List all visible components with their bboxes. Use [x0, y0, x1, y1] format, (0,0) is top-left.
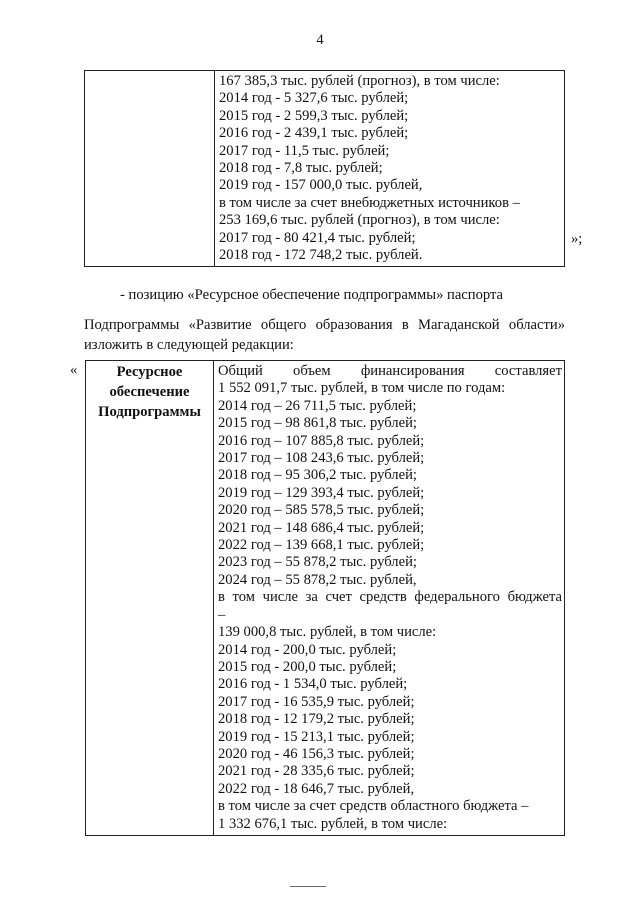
- funding-line: 2017 год - 11,5 тыс. рублей;: [219, 142, 390, 159]
- resource-provision-table: [85, 360, 565, 836]
- funding-line: 167 385,3 тыс. рублей (прогноз), в том числе:: [219, 73, 500, 89]
- funding-line: 2016 год – 107 885,8 тыс. рублей;: [218, 432, 425, 449]
- funding-line: 2014 год - 200,0 тыс. рублей;: [218, 641, 397, 658]
- funding-line: 253 169,6 тыс. рублей (прогноз), в том числе:: [219, 212, 500, 229]
- empty-label-cell: [85, 71, 215, 267]
- funding-line: 2021 год - 28 335,6 тыс. рублей;: [218, 763, 415, 780]
- funding-line: 2017 год – 108 243,6 тыс. рублей;: [218, 450, 425, 467]
- funding-line: 2017 год - 16 535,9 тыс. рублей;: [218, 693, 415, 710]
- opening-quote-mark: «: [70, 362, 78, 378]
- funding-line: 2014 год - 5 327,6 тыс. рублей;: [219, 90, 409, 107]
- funding-line: 2023 год – 55 878,2 тыс. рублей;: [218, 554, 417, 571]
- funding-line: 2018 год - 7,8 тыс. рублей;: [219, 160, 383, 177]
- funding-line: 2021 год – 148 686,4 тыс. рублей;: [218, 519, 425, 536]
- funding-line: в том числе за счет средств областного бюджета –: [218, 798, 529, 815]
- instruction-paragraph-line-3: изложить в следующей редакции:: [84, 337, 294, 353]
- funding-line: 2024 год – 55 878,2 тыс. рублей,: [218, 571, 417, 588]
- funding-line: 1 552 091,7 тыс. рублей, в том числе по годам:: [218, 380, 506, 397]
- funding-line: 2022 год - 18 646,7 тыс. рублей,: [218, 780, 415, 797]
- funding-line: 2015 год - 200,0 тыс. рублей;: [218, 658, 397, 675]
- funding-line: 2022 год – 139 668,1 тыс. рублей;: [218, 537, 425, 554]
- funding-line: 2018 год - 12 179,2 тыс. рублей;: [218, 711, 415, 728]
- resource-provision-label: Ресурсное обеспечение Подпрограммы: [86, 361, 214, 836]
- resource-provision-details: [214, 361, 565, 836]
- funding-line: 2014 год – 26 711,5 тыс. рублей;: [218, 397, 417, 414]
- funding-line: 1 332 676,1 тыс. рублей, в том числе:: [218, 815, 448, 832]
- funding-line: 2019 год - 157 000,0 тыс. рублей,: [219, 177, 423, 194]
- funding-line: 2015 год – 98 861,8 тыс. рублей;: [218, 415, 417, 432]
- funding-line: 2018 год – 95 306,2 тыс. рублей;: [218, 467, 417, 484]
- funding-line: –: [218, 606, 226, 623]
- scan-artifact-line: [290, 886, 326, 887]
- funding-line: 2016 год - 1 534,0 тыс. рублей;: [218, 676, 408, 693]
- funding-line: 2019 год – 129 393,4 тыс. рублей;: [218, 484, 425, 501]
- instruction-paragraph-line-1: - позицию «Ресурсное обеспечение подпрограммы» паспорта: [120, 287, 504, 303]
- funding-details-cell: [215, 71, 565, 267]
- funding-line: 2018 год - 172 748,2 тыс. рублей.: [219, 247, 423, 264]
- instruction-paragraph-line-2: Подпрограммы «Развитие общего образования в Магаданской области»: [84, 317, 565, 333]
- funding-line: 139 000,8 тыс. рублей, в том числе:: [218, 624, 437, 641]
- closing-quote-mark: »;: [571, 231, 583, 247]
- funding-table-continuation: [84, 70, 565, 267]
- funding-line: 2019 год - 15 213,1 тыс. рублей;: [218, 728, 415, 745]
- funding-line: в том числе за счет внебюджетных источников –: [219, 194, 520, 211]
- funding-line: 2020 год – 585 578,5 тыс. рублей;: [218, 502, 425, 519]
- funding-line: Общий объем финансирования составляет: [218, 363, 562, 379]
- page-number: 4: [316, 32, 324, 48]
- funding-line: в том числе за счет средств федерального бюджета: [218, 589, 562, 606]
- funding-line: 2015 год - 2 599,3 тыс. рублей;: [219, 107, 409, 124]
- funding-line: 2017 год - 80 421,4 тыс. рублей;: [219, 229, 416, 246]
- funding-line: 2016 год - 2 439,1 тыс. рублей;: [219, 125, 409, 142]
- funding-line: 2020 год - 46 156,3 тыс. рублей;: [218, 745, 415, 762]
